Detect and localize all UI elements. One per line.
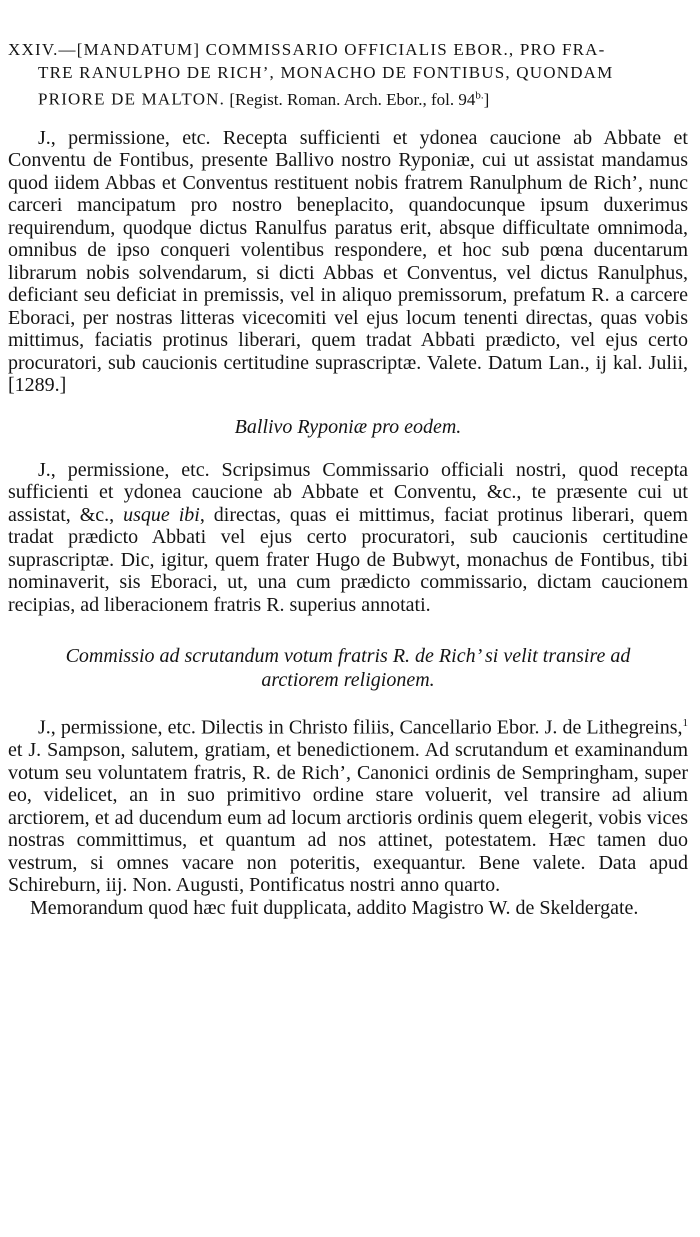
paragraph-mandate: J., permissione, etc. Recepta sufficienti et ydonea caucione ab Abbate et Conventu de Fontibus, presente Ballivo nostro Ryponiæ, cui ut assistat mandamus quod iidem Abbas et Conventus restituent nobis fratrem Ranulphum de Rich’, nunc carceri mancipatum pro nostro beneplacito, quandocunque ipsum duxerimus requirendum, quodque dictus Ranulfus paratus erit, absque difficultate omnimoda, omnibus de ipso conqueri volentibus respondere, et hoc sub pœna ducentarum librarum nobis solvendarum, si dicti Abbas et Conventus, vel dictus Ranulphus, deficiant seu deficiat in premissis, vel in aliquo premissorum, prefatum R. a carcere Eboraci, per nostras litteras vicecomiti vel ejus locum tenenti directas, quas vobis mittimus, faciatis protinus liberari, quem tradat Abbati prædicto, vel ejus certo procuratori, sub caucionis certitudine suprascriptæ. Valete. Datum Lan., ij kal. Julii, [1289.] xyxy=(8,126,688,397)
footnote-marker: 1 xyxy=(682,717,688,730)
subheading-ballivo: Ballivo Ryponiæ pro eodem. xyxy=(234,415,462,438)
paragraph-memorandum: Memorandum quod hæc fuit dupplicata, addito Magistro W. de Skeldergate. xyxy=(30,896,639,919)
heading-line-1: XXIV.—[MANDATUM] COMMISSARIO OFFICIALIS EBOR., PRO FRA- xyxy=(8,40,606,59)
document-heading xyxy=(8,38,688,111)
paragraph-commissio: J., permissione, etc. Dilectis in Christo filiis, Cancellario Ebor. J. de Lithegreins,$^1$ et J. Sampson, salutem, gratiam, et benedictionem. Ad scrutandum et examinandum votum seu voluntatem fratris, R. de Rich’, Canonici ordinis de Sempringham, super eo, videlicet, an in suo primitivo ordine stare voluerit, vel transire ad alium arctiorem, et ad ducendum eum ad locum arctioris ordinis quem elegerit, vobis vices nostras committimus, et quantum ad nos attinet, potestatem. Hæc tamen duo vestrum, si omnes vacare non poteritis, exequantur. Bene valete. Data apud Schireburn, iij. Non. Augusti, Pontificatus nostri anno quarto. xyxy=(8,716,688,897)
register-reference: [Regist. Roman. Arch. Ebor., fol. $94^{b.}$] xyxy=(229,89,490,109)
subheading-commissio: Commissio ad scrutandum votum fratris R. de Rich’ si velit transire ad arctiorem religionem. xyxy=(65,645,631,692)
heading-line-3: PRIORE DE MALTON. xyxy=(38,89,226,109)
paragraph-ballivo: J., permissione, etc. Scripsimus Commissario officiali nostri, quod recepta sufficienti et ydonea caucione ab Abbate et Conventu, &c., te præsente cui ut assistat, &c., usque ibi, directas, quas ei mittimus, faciat protinus liberari, quem tradat prædicto Abbati vel ejus certo procuratori, sub caucionis certitudine suprascriptæ. Dic, igitur, quem frater Hugo de Bubwyt, monachus de Fontibus, tibi nominaverit, sis Eboraci, ut, una cum prædicto commissario, dictam caucionem recipias, ad liberacionem fratris R. superius annotati. xyxy=(8,458,688,616)
heading-line-2: TRE RANULPHO DE RICH’, MONACHO DE FONTIBUS, QUONDAM xyxy=(38,63,614,82)
